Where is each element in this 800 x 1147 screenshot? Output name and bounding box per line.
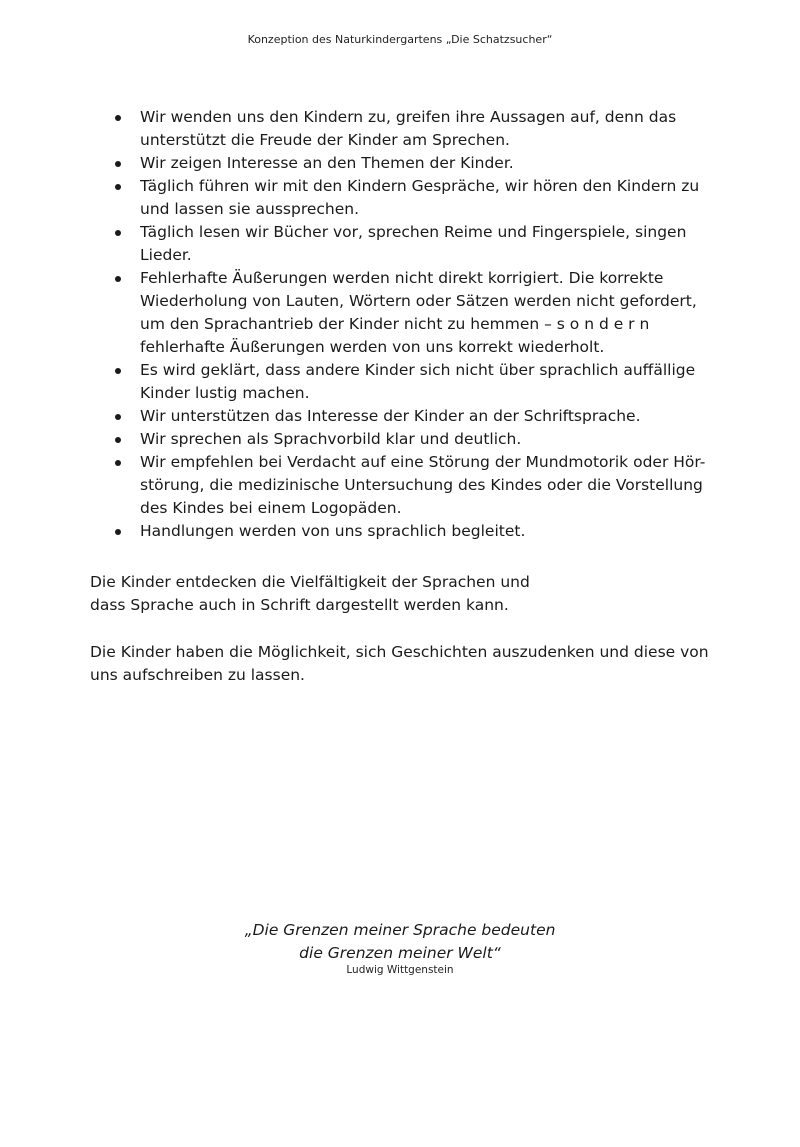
bullet-dot-icon — [115, 184, 121, 190]
bullet-line: Wiederholung von Lauten, Wörtern oder Sätzen werden nicht gefordert, — [140, 292, 697, 310]
bullet-line: Wir zeigen Interesse an den Themen der Kinder. — [140, 154, 514, 172]
bullet-dot-icon — [115, 276, 121, 282]
bullet-item — [90, 106, 750, 152]
bullet-item — [90, 520, 750, 543]
bullet-item — [90, 428, 750, 451]
bullet-line: unterstützt die Freude der Kinder am Sprechen. — [140, 131, 510, 149]
bullet-dot-icon — [115, 230, 121, 236]
bullet-line: Täglich führen wir mit den Kindern Gespräche, wir hören den Kindern zu — [140, 177, 700, 195]
bullet-line: des Kindes bei einem Logopäden. — [140, 499, 402, 517]
page-header — [0, 32, 800, 48]
paragraph-stories — [90, 641, 750, 687]
quote — [0, 919, 800, 965]
bullet-item — [90, 152, 750, 175]
paragraph-line: dass Sprache auch in Schrift dargestellt werden kann. — [90, 596, 509, 614]
bullet-dot-icon — [115, 115, 121, 121]
bullet-line: Wir unterstützen das Interesse der Kinder an der Schriftsprache. — [140, 407, 641, 425]
bullet-item — [90, 405, 750, 428]
bullet-line: Fehlerhafte Äußerungen werden nicht direkt korrigiert. Die korrekte — [140, 269, 664, 287]
bullet-item — [90, 359, 750, 405]
bullet-line: Kinder lustig machen. — [140, 384, 310, 402]
bullet-dot-icon — [115, 529, 121, 535]
bullet-line: Lieder. — [140, 246, 192, 264]
quote-author: Ludwig Wittgenstein — [346, 964, 454, 976]
bullet-line: Täglich lesen wir Bücher vor, sprechen Reime und Fingerspiele, singen — [140, 223, 687, 241]
bullet-dot-icon — [115, 414, 121, 420]
bullet-line: Wir empfehlen bei Verdacht auf eine Störung der Mundmotorik oder Hör- — [140, 453, 706, 471]
bullet-dot-icon — [115, 161, 121, 167]
bullet-line: um den Sprachantrieb der Kinder nicht zu hemmen – s o n d e r n — [140, 315, 650, 333]
paragraph-line: uns aufschreiben zu lassen. — [90, 666, 305, 684]
quote-line: die Grenzen meiner Welt“ — [299, 944, 501, 962]
bullet-item — [90, 175, 750, 221]
bullet-dot-icon — [115, 368, 121, 374]
bullet-line: Es wird geklärt, dass andere Kinder sich nicht über sprachlich auffällige — [140, 361, 696, 379]
bullet-line: Wir sprechen als Sprachvorbild klar und deutlich. — [140, 430, 522, 448]
quote-line: „Die Grenzen meiner Sprache bedeuten — [244, 921, 556, 939]
bullet-dot-icon — [115, 460, 121, 466]
header-title: Konzeption des Naturkindergartens „Die Schatzsucher“ — [247, 33, 553, 46]
paragraph-line: Die Kinder haben die Möglichkeit, sich Geschichten auszudenken und diese von — [90, 643, 709, 661]
bullet-item — [90, 451, 750, 520]
bullet-dot-icon — [115, 437, 121, 443]
bullet-line: und lassen sie aussprechen. — [140, 200, 360, 218]
bullet-item — [90, 267, 750, 359]
bullet-item — [90, 221, 750, 267]
paragraph-languages — [90, 571, 750, 617]
bullet-line: Wir wenden uns den Kindern zu, greifen ihre Aussagen auf, denn das — [140, 108, 677, 126]
bullet-list — [90, 106, 750, 543]
paragraph-line: Die Kinder entdecken die Vielfältigkeit der Sprachen und — [90, 573, 530, 591]
bullet-line: störung, die medizinische Untersuchung des Kindes oder die Vorstellung — [140, 476, 703, 494]
bullet-line: Handlungen werden von uns sprachlich begleitet. — [140, 522, 526, 540]
bullet-line: fehlerhafte Äußerungen werden von uns korrekt wiederholt. — [140, 338, 605, 356]
